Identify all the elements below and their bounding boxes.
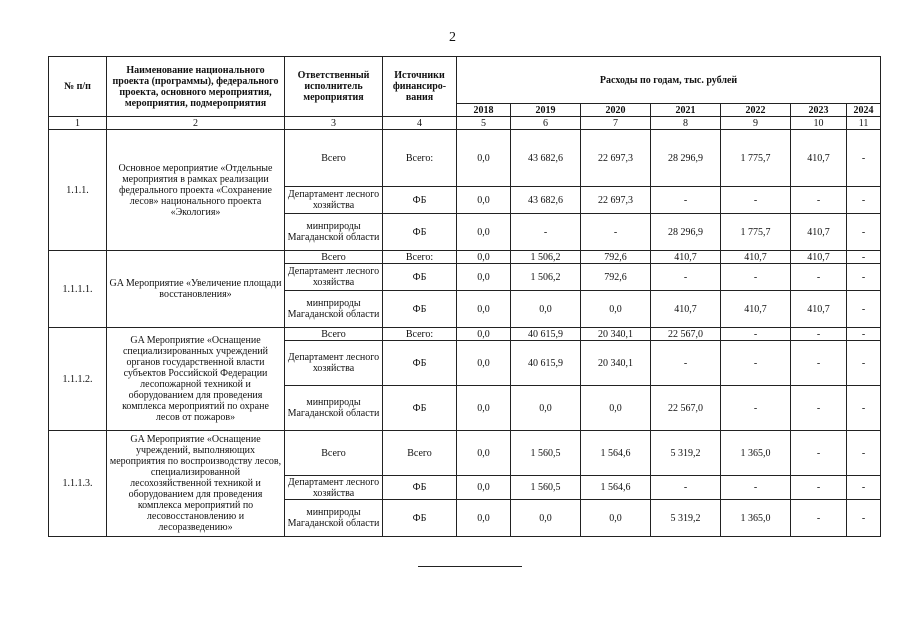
header-year: 2020 [581,104,651,117]
value-cell: 1 564,6 [581,476,651,500]
value-cell: 0,0 [581,386,651,431]
executor-cell: минприроды Магаданской области [285,386,383,431]
source-cell: ФБ [383,291,457,328]
value-cell: 22 567,0 [651,386,721,431]
item-name: GA Мероприятие «Оснащение специализированных учреждений органов государственной власти субъектов Российской Федерации лесопожарной техникой и оборудованием для проведения комплекса мероприятий по охране лесов от пожаров» [107,328,285,431]
value-cell: 40 615,9 [511,341,581,386]
value-cell: 0,0 [457,386,511,431]
value-cell: - [791,386,847,431]
value-cell: 0,0 [457,187,511,214]
value-cell: 792,6 [581,251,651,264]
value-cell: 1 365,0 [721,500,791,537]
value-cell: 0,0 [457,500,511,537]
header-expenses: Расходы по годам, тыс. рублей [457,57,881,104]
value-cell: - [651,264,721,291]
value-cell: - [581,214,651,251]
value-cell: 0,0 [457,328,511,341]
column-number: 2 [107,117,285,130]
value-cell: - [721,264,791,291]
value-cell: 0,0 [457,130,511,187]
value-cell: 0,0 [457,251,511,264]
value-cell: 0,0 [457,431,511,476]
column-number: 6 [511,117,581,130]
header-year: 2018 [457,104,511,117]
source-cell: Всего: [383,328,457,341]
header-executor: Ответственный исполнитель мероприятия [285,57,383,117]
value-cell: 20 340,1 [581,328,651,341]
header-year: 2021 [651,104,721,117]
value-cell: - [791,476,847,500]
value-cell: - [847,187,881,214]
column-number: 8 [651,117,721,130]
source-cell: Всего [383,431,457,476]
column-number: 7 [581,117,651,130]
value-cell: 20 340,1 [581,341,651,386]
value-cell: 1 560,5 [511,476,581,500]
column-number: 1 [49,117,107,130]
value-cell: 22 697,3 [581,187,651,214]
value-cell: 5 319,2 [651,431,721,476]
item-code: 1.1.1. [49,130,107,251]
value-cell: 410,7 [791,251,847,264]
table-row [49,251,881,264]
value-cell: 0,0 [457,341,511,386]
executor-cell: Всего [285,431,383,476]
value-cell: - [721,187,791,214]
table-body [49,130,881,537]
column-number: 11 [847,117,881,130]
value-cell: 1 775,7 [721,214,791,251]
value-cell: - [847,500,881,537]
item-code: 1.1.1.3. [49,431,107,537]
value-cell: - [721,328,791,341]
value-cell: 410,7 [651,291,721,328]
value-cell: 1 506,2 [511,251,581,264]
value-cell: 0,0 [511,386,581,431]
value-cell: 1 560,5 [511,431,581,476]
value-cell: - [847,328,881,341]
value-cell: 28 296,9 [651,130,721,187]
executor-cell: Департамент лесного хозяйства [285,341,383,386]
source-cell: ФБ [383,476,457,500]
value-cell: - [791,328,847,341]
value-cell: - [847,251,881,264]
source-cell: ФБ [383,341,457,386]
value-cell: 0,0 [511,500,581,537]
value-cell: 22 697,3 [581,130,651,187]
value-cell: - [847,291,881,328]
executor-cell: минприроды Магаданской области [285,291,383,328]
value-cell: 410,7 [651,251,721,264]
value-cell: - [847,264,881,291]
value-cell: - [651,476,721,500]
value-cell: - [791,264,847,291]
value-cell: - [721,386,791,431]
column-number: 3 [285,117,383,130]
value-cell: 1 506,2 [511,264,581,291]
source-cell: ФБ [383,500,457,537]
value-cell: 5 319,2 [651,500,721,537]
value-cell: - [791,431,847,476]
header-name: Наименование национального проекта (программы), федерального проекта, основного мероприятия, мероприятия, подмероприятия [107,57,285,117]
executor-cell: минприроды Магаданской области [285,214,383,251]
value-cell: 1 365,0 [721,431,791,476]
footer-divider [418,566,522,567]
value-cell: 410,7 [791,214,847,251]
value-cell: 410,7 [791,291,847,328]
value-cell: 410,7 [721,291,791,328]
header-year: 2023 [791,104,847,117]
source-cell: ФБ [383,386,457,431]
value-cell: 1 564,6 [581,431,651,476]
value-cell: 0,0 [457,214,511,251]
header-year: 2019 [511,104,581,117]
value-cell: - [791,500,847,537]
table-row [49,130,881,187]
value-cell: - [791,341,847,386]
value-cell: 43 682,6 [511,187,581,214]
value-cell: 22 567,0 [651,328,721,341]
value-cell: 0,0 [457,476,511,500]
executor-cell: Департамент лесного хозяйства [285,264,383,291]
page-number: 2 [449,30,456,45]
item-code: 1.1.1.1. [49,251,107,328]
value-cell: - [651,187,721,214]
item-name: GA Мероприятие «Оснащение учреждений, выполняющих мероприятия по воспроизводству лесов, специализированной лесохозяйственной техникой и оборудованием для проведения комплекса мероприятий по лесовосстановлению и лесоразведению» [107,431,285,537]
value-cell: - [847,341,881,386]
executor-cell: минприроды Магаданской области [285,500,383,537]
value-cell: - [721,341,791,386]
value-cell: - [721,476,791,500]
value-cell: - [791,187,847,214]
value-cell: 40 615,9 [511,328,581,341]
value-cell: 0,0 [581,500,651,537]
value-cell: 0,0 [457,291,511,328]
value-cell: - [511,214,581,251]
header-sources: Источники финансиро-вания [383,57,457,117]
value-cell: - [847,431,881,476]
value-cell: 0,0 [457,264,511,291]
table-row [49,328,881,341]
source-cell: Всего: [383,130,457,187]
header-no: № п/п [49,57,107,117]
column-number: 5 [457,117,511,130]
value-cell: - [847,130,881,187]
value-cell: 43 682,6 [511,130,581,187]
item-name: Основное мероприятие «Отдельные мероприятия в рамках реализации федерального проекта «Сохранение лесов» национального проекта «Экология» [107,130,285,251]
value-cell: 28 296,9 [651,214,721,251]
value-cell: 0,0 [581,291,651,328]
expenses-table [48,56,881,537]
executor-cell: Всего [285,130,383,187]
column-number: 10 [791,117,847,130]
executor-cell: Департамент лесного хозяйства [285,476,383,500]
value-cell: - [847,476,881,500]
header-year: 2022 [721,104,791,117]
value-cell: - [651,341,721,386]
value-cell: 0,0 [511,291,581,328]
value-cell: 410,7 [791,130,847,187]
header-year: 2024 [847,104,881,117]
source-cell: ФБ [383,214,457,251]
executor-cell: Департамент лесного хозяйства [285,187,383,214]
value-cell: 792,6 [581,264,651,291]
column-number: 4 [383,117,457,130]
executor-cell: Всего [285,328,383,341]
table-row [49,431,881,476]
item-code: 1.1.1.2. [49,328,107,431]
value-cell: - [847,214,881,251]
value-cell: 1 775,7 [721,130,791,187]
source-cell: ФБ [383,187,457,214]
column-number: 9 [721,117,791,130]
item-name: GA Мероприятие «Увеличение площади восстановления» [107,251,285,328]
source-cell: Всего: [383,251,457,264]
value-cell: 410,7 [721,251,791,264]
source-cell: ФБ [383,264,457,291]
value-cell: - [847,386,881,431]
executor-cell: Всего [285,251,383,264]
